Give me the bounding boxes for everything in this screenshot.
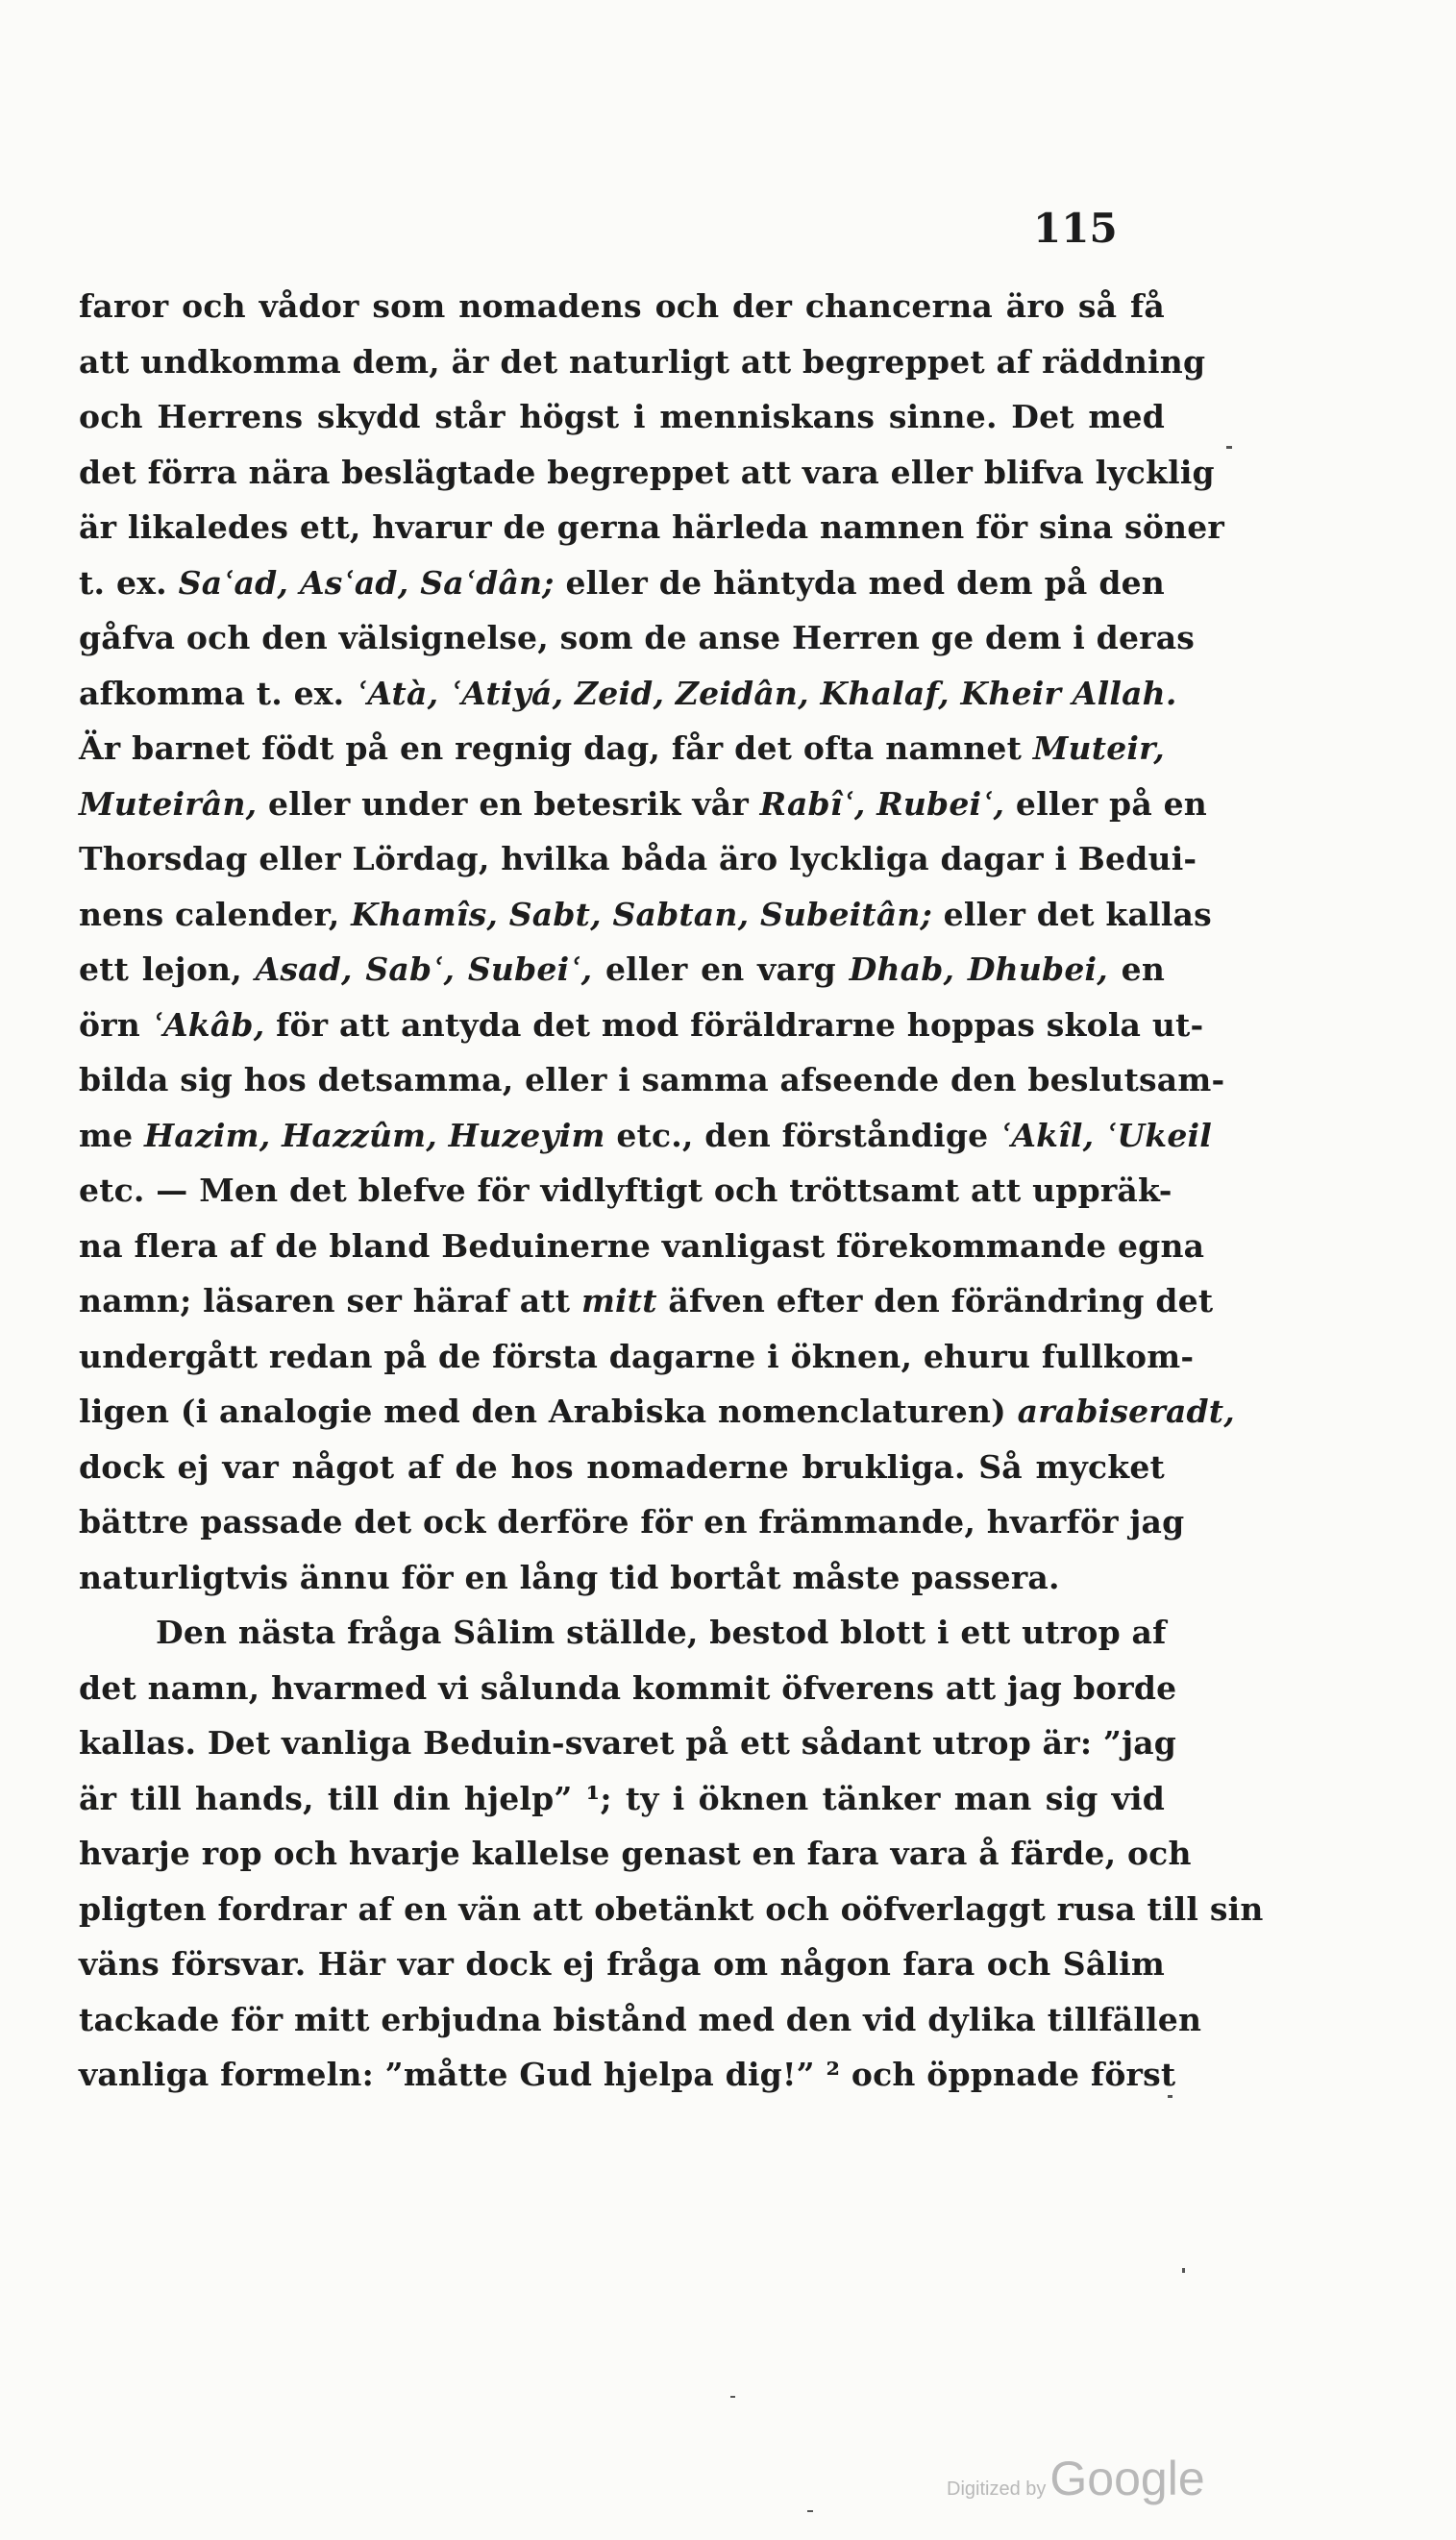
text-line: Muteirân, eller under en betesrik vår Rabîʿ, Rubeiʿ, eller på en: [79, 784, 1207, 823]
text-line: väns försvar. Här var dock ej fråga om någon fara och Sâlim: [79, 1945, 1165, 1983]
text-line: ligen (i analogie med den Arabiska nomenclaturen) arabiseradt,: [79, 1393, 1235, 1430]
text-line: tackade för mitt erbjudna bistånd med den vid dylika tillfällen: [79, 2000, 1202, 2038]
text-line: Thorsdag eller Lördag, hvilka båda äro lyckliga dagar i Bedui-: [79, 840, 1197, 877]
scan-speck: [730, 2396, 735, 2398]
text-line: faror och vådor som nomadens och der chancerna äro så få: [79, 287, 1165, 325]
scan-speck: [807, 2510, 813, 2512]
google-logo: Google: [1049, 2452, 1205, 2505]
text-line: me Hazim, Hazzûm, Huzeyim etc., den förståndige ʿAkîl, ʿUkeil: [79, 1116, 1213, 1154]
text-line: det namn, hvarmed vi sålunda kommit öfverens att jag borde: [79, 1668, 1177, 1707]
scan-speck: [1226, 446, 1232, 449]
text-line: undergått redan på de första dagarne i öknen, ehuru fullkom-: [79, 1337, 1195, 1375]
text-line: ett lejon, Asad, Sabʿ, Subeiʿ, eller en varg Dhab, Dhubei, en: [79, 950, 1166, 988]
text-line: pligten fordrar af en vän att obetänkt och oöfverlaggt rusa till sin: [79, 1889, 1264, 1928]
text-line: Den nästa fråga Sâlim ställde, bestod blott i ett utrop af: [156, 1614, 1167, 1651]
text-line: gåfva och den välsignelse, som de anse Herren ge dem i deras: [79, 619, 1196, 656]
text-line: etc. — Men det blefve för vidlyftigt och tröttsamt att uppräk-: [79, 1171, 1172, 1209]
digitized-by-google-watermark: [947, 2451, 1205, 2506]
text-line: och Herrens skydd står högst i menniskans sinne. Det med: [79, 398, 1165, 435]
text-line: att undkomma dem, är det naturligt att begreppet af räddning: [79, 342, 1206, 381]
text-line: är likaledes ett, hvarur de gerna härleda namnen för sina söner: [79, 508, 1225, 546]
scan-speck: [1182, 2268, 1185, 2273]
text-line: bättre passade det ock derföre för en främmande, hvarför jag: [79, 1503, 1185, 1541]
text-line: bilda sig hos detsamma, eller i samma afseende den beslutsam-: [79, 1061, 1225, 1098]
text-line: naturligtvis ännu för en lång tid bortåt måste passera.: [79, 1558, 1060, 1596]
text-line: det förra nära beslägtade begreppet att vara eller blifva lycklig: [79, 453, 1215, 491]
text-line: namn; läsaren ser häraf att mitt äfven efter den förändring det: [79, 1282, 1214, 1319]
text-line: dock ej var något af de hos nomaderne brukliga. Så mycket: [79, 1447, 1165, 1486]
scan-speck: [1168, 2095, 1172, 2098]
text-line: är till hands, till din hjelp” ¹; ty i öknen tänker man sig vid: [79, 1779, 1165, 1817]
text-line: Är barnet födt på en regnig dag, får det ofta namnet Muteir,: [79, 729, 1165, 767]
text-line: t. ex. Saʿad, Asʿad, Saʿdân; eller de häntyda med dem på den: [79, 563, 1165, 602]
text-line: na flera af de bland Beduinerne vanligast förekommande egna: [79, 1226, 1205, 1265]
text-line: örn ʿAkâb, för att antyda det mod föräldrarne hoppas skola ut-: [79, 1005, 1204, 1044]
page-number: 115: [1033, 205, 1118, 252]
text-line: nens calender, Khamîs, Sabt, Sabtan, Subeitân; eller det kallas: [79, 895, 1212, 933]
text-line: vanliga formeln: ”måtte Gud hjelpa dig!” ² och öppnade först: [79, 2056, 1176, 2093]
text-line: kallas. Det vanliga Beduin-svaret på ett sådant utrop är: ”jag: [79, 1724, 1177, 1762]
body-text: [79, 279, 1264, 2103]
text-line: hvarje rop och hvarje kallelse genast en fara vara å färde, och: [79, 1835, 1192, 1872]
watermark-prefix: Digitized by: [947, 2478, 1047, 2500]
text-line: afkomma t. ex. ʿAtà, ʿAtiyá, Zeid, Zeidân, Khalaf, Kheir Allah.: [79, 674, 1177, 712]
